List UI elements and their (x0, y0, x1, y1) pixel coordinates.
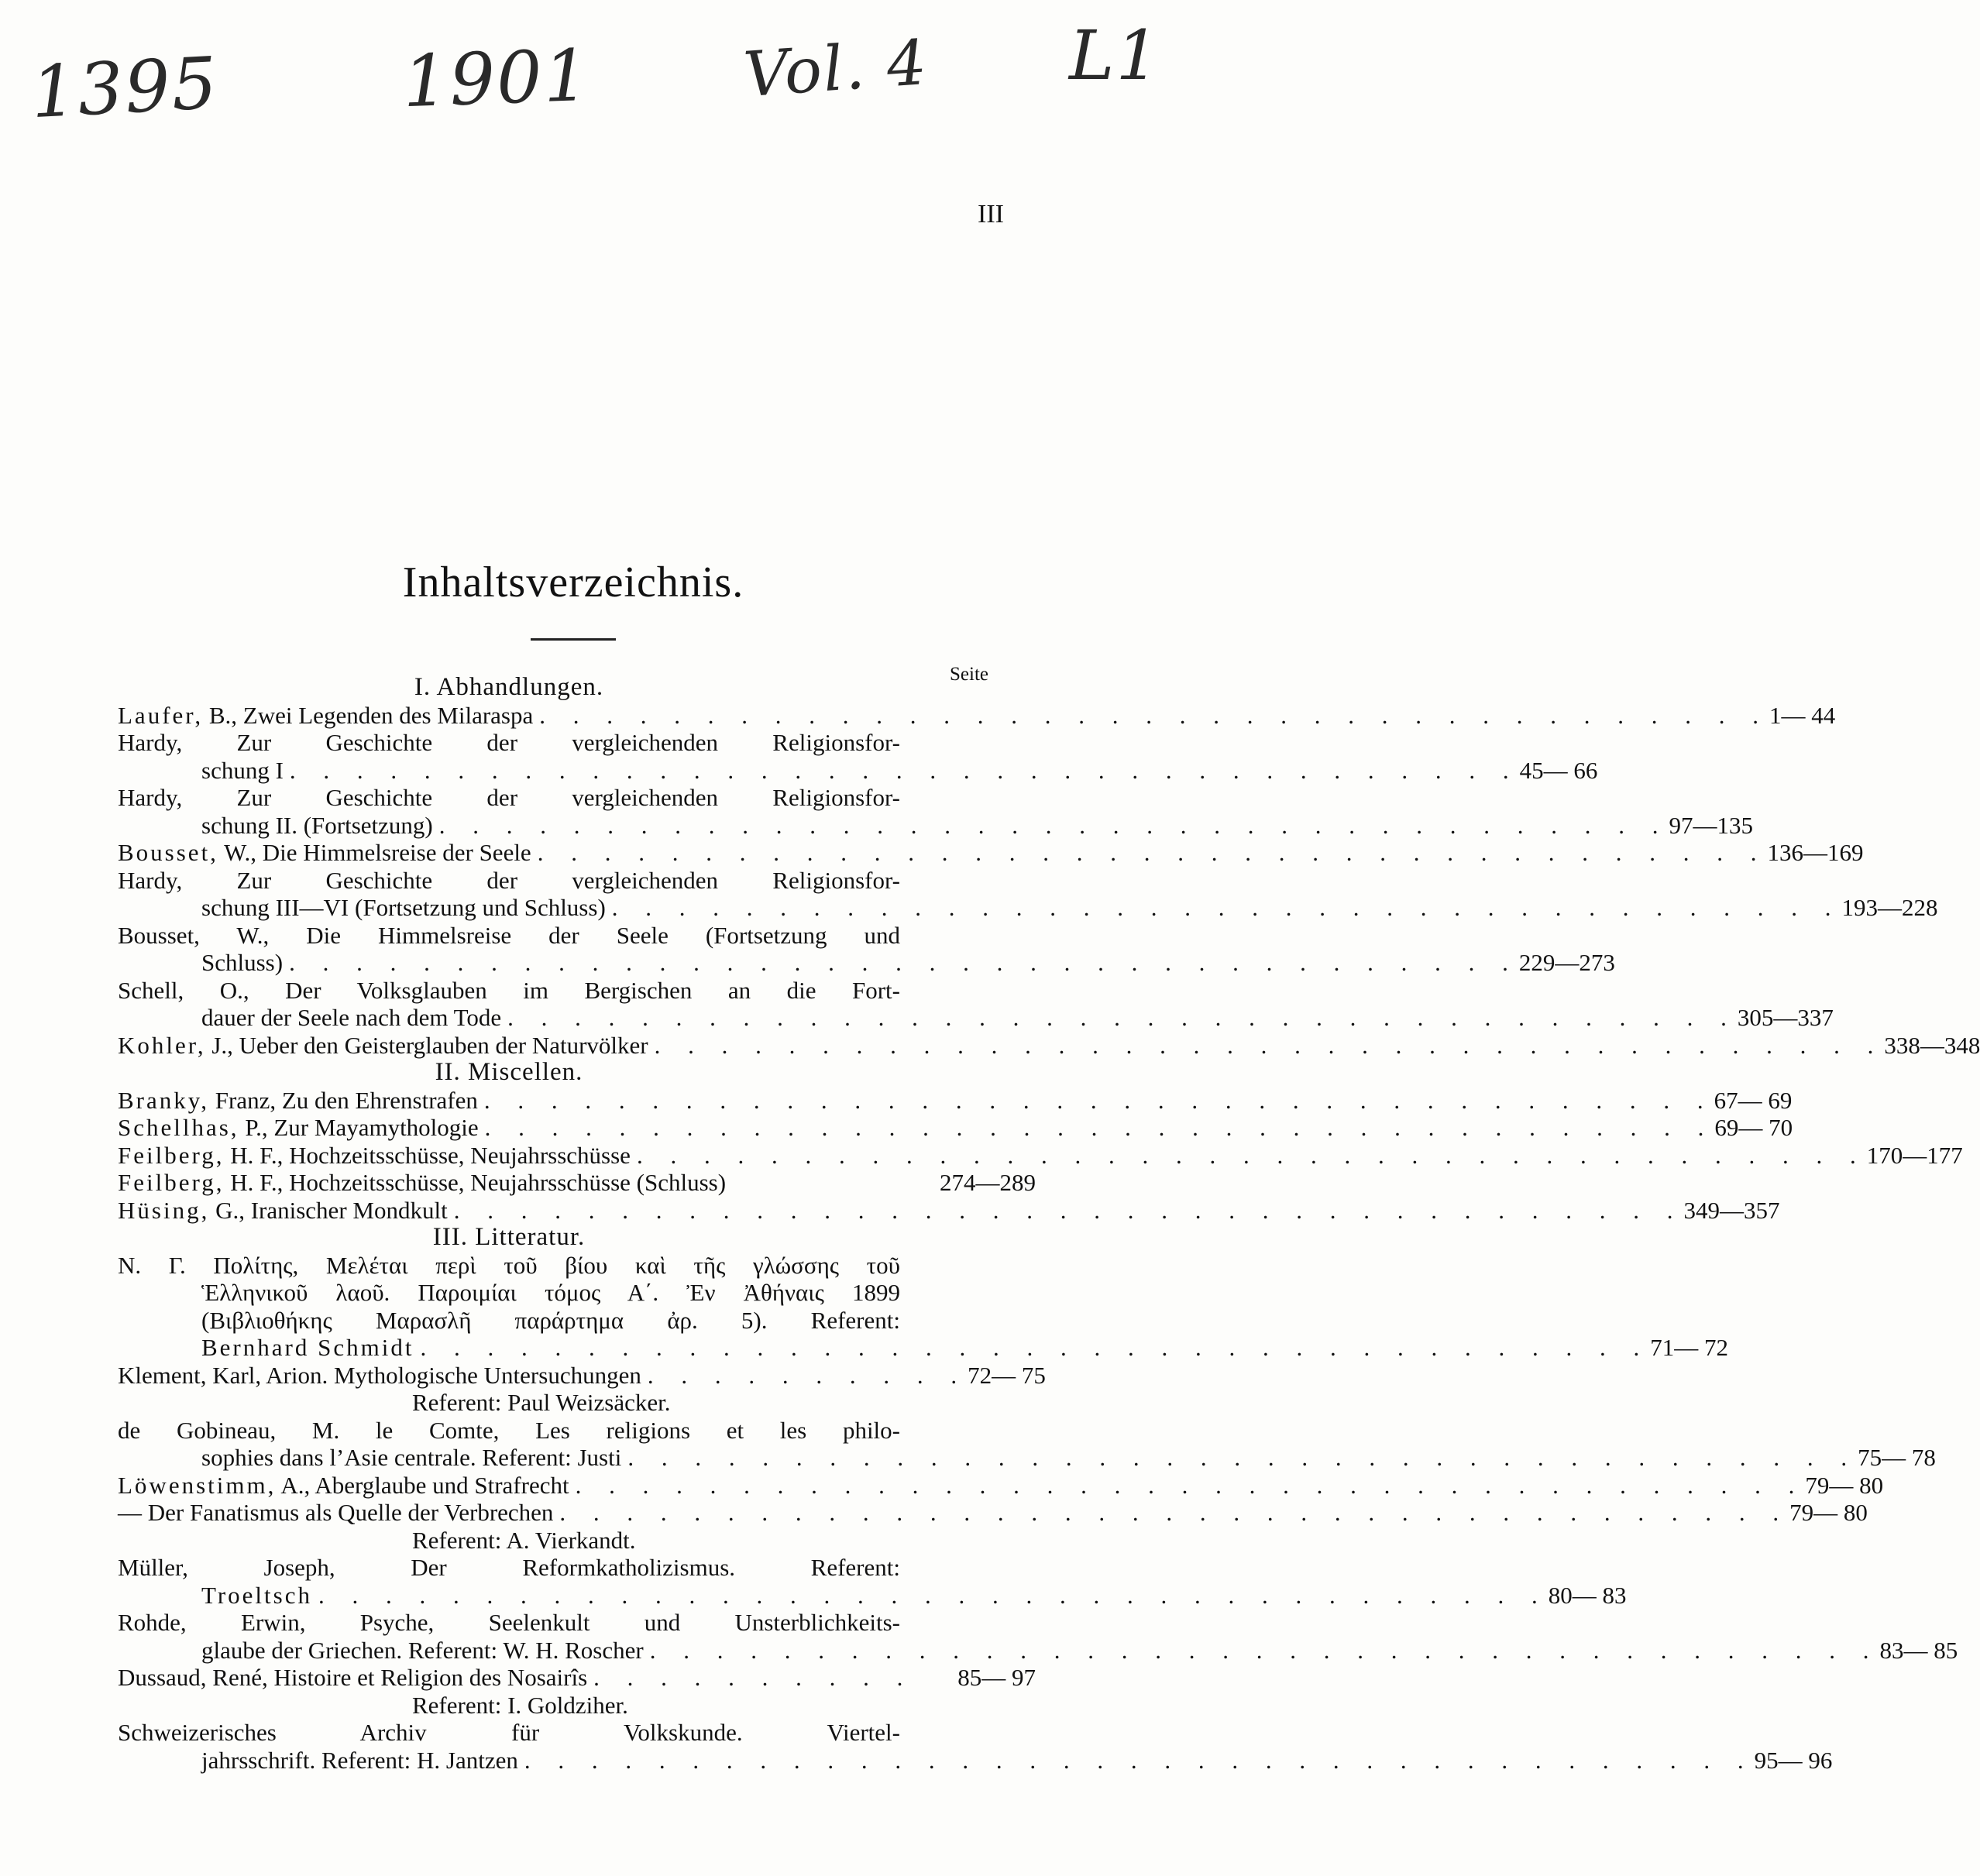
handwritten-year: 1901 (401, 33, 592, 124)
page-range: 69— 70 (1714, 1114, 1793, 1141)
toc-entry: Feilberg, H. F., Hochzeitsschüsse, Neujahrsschüsse (Schluss) 274—289 (118, 1169, 1036, 1196)
section-heading-miscellen: II. Miscellen. (435, 1058, 583, 1086)
toc-entry: Laufer, B., Zwei Legenden des Milaraspa . . . . . . . . . . . . . . . . . . . . . . . . . . . . . . . . . . . . . 1— 44 (118, 701, 1836, 729)
page-range: 45— 66 (1519, 756, 1598, 784)
page-range: 349—357 (1683, 1196, 1780, 1224)
page-range: 229—273 (1518, 949, 1615, 976)
page-range: 80— 83 (1548, 1581, 1627, 1609)
toc-entry: Feilberg, H. F., Hochzeitsschüsse, Neujahrsschüsse . . . . . . . . . . . . . . . . . . . . . . . . . . . . . . . . . . . . . 170—177 (118, 1141, 1963, 1169)
toc-entry: — Der Fanatismus als Quelle der Verbrechen . . . . . . . . . . . . . . . . . . . . . . . . . . . . . . . . . . . . . 79— 80 Referent: A. Vierkandt. (118, 1499, 1868, 1554)
page-range: 338—348 (1884, 1031, 1980, 1059)
page-range: 1— 44 (1769, 701, 1836, 729)
toc-entry: Hardy, Zur Geschichte der vergleichenden Religionsfor- schung I . . . . . . . . . . . . . . . . . . . . . . . . . . . . . . . . . . . . . 45— 66 (118, 729, 1598, 784)
toc-entry: Löwenstimm, A., Aberglaube und Strafrecht . . . . . . . . . . . . . . . . . . . . . . . . . . . . . . . . . . . . . 79— 80 (118, 1471, 1884, 1499)
toc-entry: de Gobineau, M. le Comte, Les religions et les philo- sophies dans l’Asie centrale. Referent: Justi . . . . . . . . . . . . . . . . . . . . . . . . . . . . . . . . . . . . . 75— 78 (118, 1416, 1936, 1471)
table-of-contents (118, 673, 1980, 1774)
page-range: 136—169 (1767, 839, 1864, 866)
toc-entry: Hardy, Zur Geschichte der vergleichenden Religionsfor- schung II. (Fortsetzung) . . . . . . . . . . . . . . . . . . . . . . . . . . . . . . . . . . . . . 97—135 (118, 784, 1753, 839)
toc-entry: Schell, O., Der Volksglauben im Bergischen an die Fort- dauer der Seele nach dem Tode . . . . . . . . . . . . . . . . . . . . . . . . . . . . . . . . . . . . . 305—337 (118, 976, 1834, 1031)
toc-entry: Bousset, W., Die Himmelsreise der Seele (Fortsetzung und Schluss) . . . . . . . . . . . . . . . . . . . . . . . . . . . . . . . . . . . . . 229—273 (118, 921, 1615, 976)
toc-entry: Hüsing, G., Iranischer Mondkult . . . . . . . . . . . . . . . . . . . . . . . . . . . . . . . . . . . . . 349—357 (118, 1196, 1780, 1224)
page-number: III (978, 200, 1004, 228)
page-title: Inhaltsverzeichnis. (402, 558, 744, 606)
page-range: 170—177 (1866, 1141, 1963, 1169)
page-range: 305—337 (1737, 1004, 1834, 1031)
page-range: 85— 97 (957, 1664, 1036, 1691)
section-heading-abhandlungen: I. Abhandlungen. (414, 673, 604, 701)
toc-entry: Schweizerisches Archiv für Volkskunde. Viertel- jahrsschrift. Referent: H. Jantzen . . . . . . . . . . . . . . . . . . . . . . . . . . . . . . . . . . . . . 95— 96 (118, 1719, 1833, 1774)
toc-entry: Müller, Joseph, Der Reformkatholizismus. Referent: Troeltsch . . . . . . . . . . . . . . . . . . . . . . . . . . . . . . . . . . . . . 80— 83 (118, 1554, 1627, 1609)
referent: Referent: Paul Weizsäcker. (412, 1389, 671, 1416)
page-range: 95— 96 (1754, 1746, 1833, 1774)
toc-entry: Rohde, Erwin, Psyche, Seelenkult und Unsterblichkeits- glaube der Griechen. Referent: W. H. Roscher . . . . . . . . . . . . . . . . . . . . . . . . . . . . . . . . . . . . . 83— 85 (118, 1609, 1958, 1664)
page-range: 274—289 (940, 1169, 1036, 1196)
handwritten-volume: Vol. 4 (741, 26, 930, 112)
toc-entry: N. Γ. Πολίτης, Μελέται περὶ τοῦ βίου καὶ τῆς γλώσσης τοῦ Ἑλληνικοῦ λαοῦ. Παροιμίαι τόμος Α΄. Ἐν Ἀθήναις 1899 (Βιβλιοθήκης Μαρασλῆ παράρτημα ἀρ. 5). Referent: Bernhard Schmidt . . . . . . . . . . . . . . . . . . . . . . . . . . . . . . . . . . . . . 71— 72 (118, 1251, 1728, 1361)
page-range: 83— 85 (1879, 1636, 1958, 1664)
section-heading-litteratur: III. Litteratur. (432, 1223, 586, 1251)
seite-label: Seite (950, 664, 988, 685)
page-range: 71— 72 (1650, 1334, 1728, 1361)
toc-entry: Hardy, Zur Geschichte der vergleichenden Religionsfor- schung III—VI (Fortsetzung und Schluss) . . . . . . . . . . . . . . . . . . . . . . . . . . . . . . . . . . . . . 193—228 (118, 866, 1938, 921)
toc-entry: Schellhas, P., Zur Mayamythologie . . . . . . . . . . . . . . . . . . . . . . . . . . . . . . . . . . . . . 69— 70 (118, 1114, 1793, 1141)
page-range: 79— 80 (1805, 1471, 1884, 1499)
toc-entry: Dussaud, René, Histoire et Religion des Nosairîs . . . . . . . . . . 85— 97 Referent: I. Goldziher. (118, 1664, 1036, 1719)
handwritten-mark: L1 (1069, 15, 1161, 95)
referent: Referent: I. Goldziher. (412, 1691, 628, 1719)
referent: Referent: A. Vierkandt. (412, 1526, 636, 1554)
page-range: 97—135 (1669, 811, 1753, 839)
toc-entry: Kohler, J., Ueber den Geisterglauben der Naturvölker . . . . . . . . . . . . . . . . . . . . . . . . . . . . . . . . . . . . . 338—348 (118, 1031, 1980, 1059)
page-range: 79— 80 (1789, 1499, 1868, 1526)
title-rule (531, 638, 616, 641)
handwritten-shelf-number: 1395 (29, 41, 221, 135)
page-range: 75— 78 (1858, 1444, 1936, 1471)
page-range: 67— 69 (1714, 1086, 1793, 1114)
toc-entry: Branky, Franz, Zu den Ehrenstrafen . . . . . . . . . . . . . . . . . . . . . . . . . . . . . . . . . . . . . 67— 69 (118, 1086, 1793, 1114)
toc-entry: Bousset, W., Die Himmelsreise der Seele . . . . . . . . . . . . . . . . . . . . . . . . . . . . . . . . . . . . . 136—169 (118, 839, 1864, 866)
page-range: 193—228 (1841, 894, 1938, 921)
page-range: 72— 75 (968, 1361, 1046, 1389)
toc-entry: Klement, Karl, Arion. Mythologische Untersuchungen . . . . . . . . . . 72— 75 Referent: Paul Weizsäcker. (118, 1361, 1046, 1416)
